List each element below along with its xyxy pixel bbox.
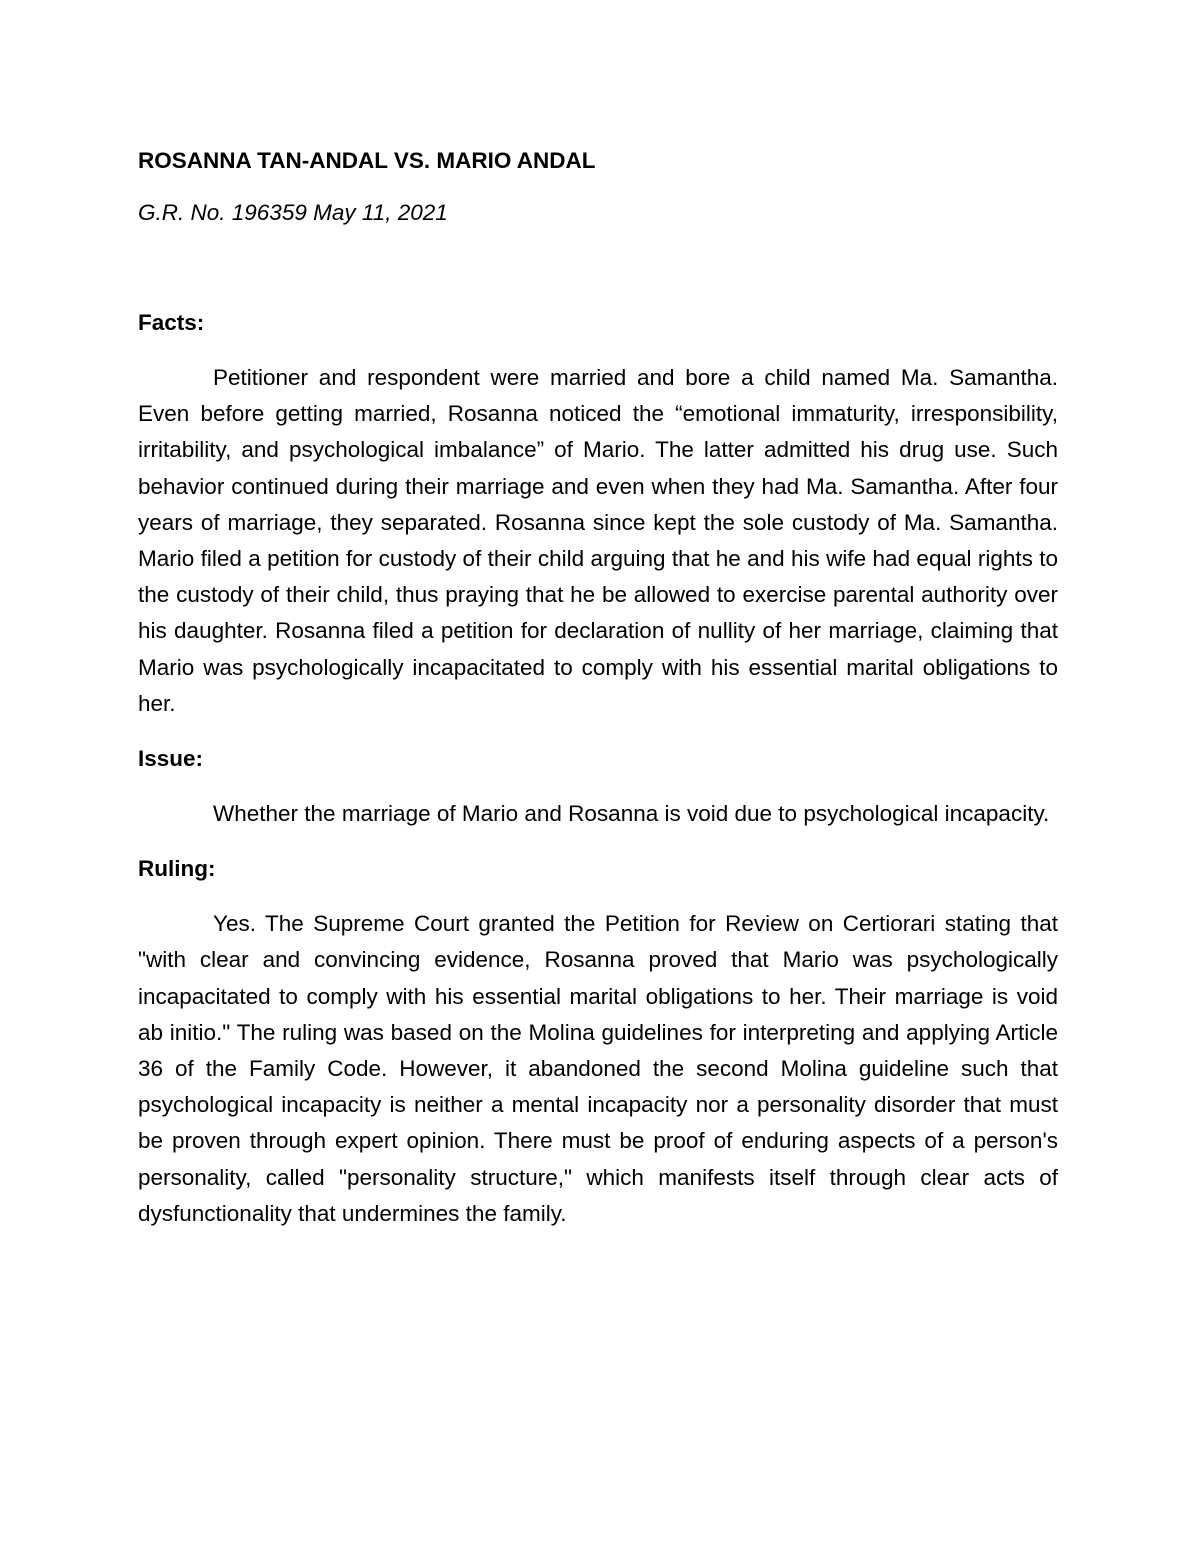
ruling-paragraph: Yes. The Supreme Court granted the Petition for Review on Certiorari stating that "with clear and convincing evidence, Rosanna proved that Mario was psychologically incapacitated to comply with his essential marital obligations to her. Their marriage is void ab initio." The ruling was based on the Molina guidelines for interpreting and applying Article 36 of the Family Code. However, it abandoned the second Molina guideline such that psychological incapacity is neither a mental incapacity nor a personality disorder that must be proven through expert opinion. There must be proof of enduring aspects of a person's personality, called "personality structure," which manifests itself through clear acts of dysfunctionality that undermines the family. — [138, 911, 1058, 1226]
case-citation: G.R. No. 196359 May 11, 2021 — [138, 200, 448, 225]
facts-heading: Facts: — [138, 310, 205, 335]
ruling-heading: Ruling: — [138, 856, 216, 882]
facts-paragraph: Petitioner and respondent were married and bore a child named Ma. Samantha. Even before getting married, Rosanna noticed the “emotional immaturity, irresponsibility, irritability, and psychological imbalance” of Mario. The latter admitted his drug use. Such behavior continued during their marriage and even when they had Ma. Samantha. After four years of marriage, they separated. Rosanna since kept the sole custody of Ma. Samantha. Mario filed a petition for custody of their child arguing that he and his wife had equal rights to the custody of their child, thus praying that he be allowed to exercise parental authority over his daughter. Rosanna filed a petition for declaration of nullity of her marriage, claiming that Mario was psychologically incapacitated to comply with his essential marital obligations to her. — [138, 365, 1058, 716]
document-content — [138, 144, 1058, 1232]
issue-paragraph: Whether the marriage of Mario and Rosanna is void due to psychological incapacity. — [213, 801, 1050, 827]
issue-heading: Issue: — [138, 746, 204, 772]
case-title: ROSANNA TAN-ANDAL VS. MARIO ANDAL — [138, 148, 596, 173]
